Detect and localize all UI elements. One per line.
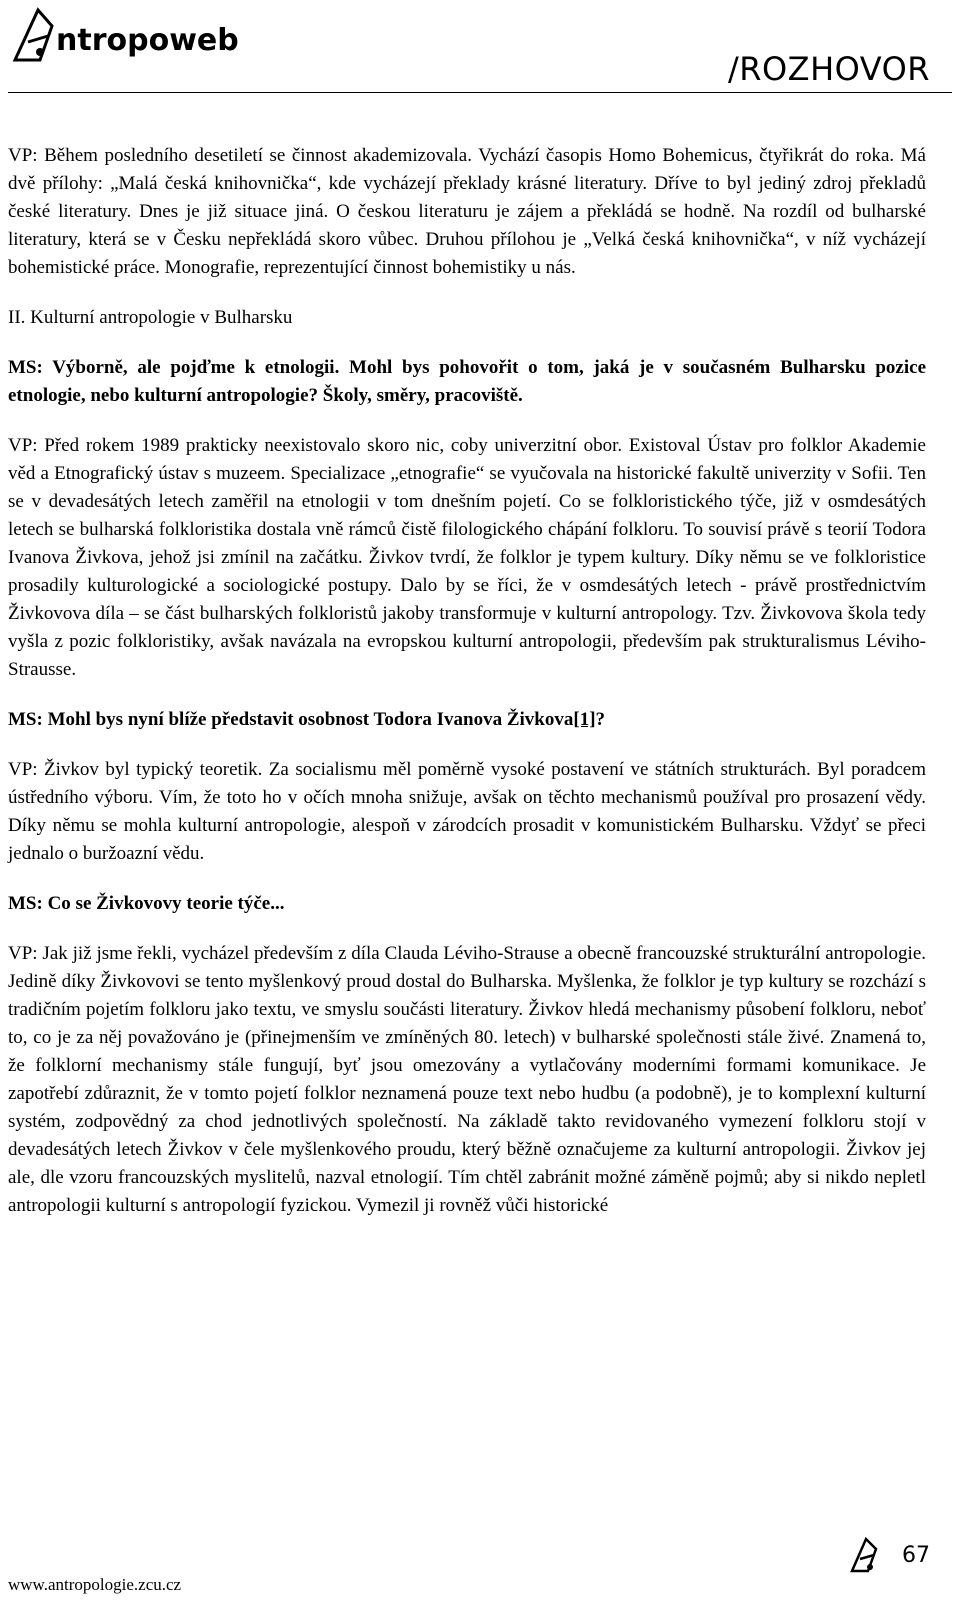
- page-header: [0, 0, 960, 96]
- question-paragraph: MS: Výborně, ale pojďme k etnologii. Mohl bys pohovořit o tom, jaká je v současném Bulharsku pozice etnologie, nebo kulturní antropologie? Školy, směry, pracoviště.: [8, 357, 926, 406]
- antropoweb-logo-graphic: [10, 6, 260, 64]
- answer-paragraph: VP: Během posledního desetiletí se činnost akademizovala. Vychází časopis Homo Bohemicus, čtyřikrát do roka. Má dvě přílohy: „Malá česká knihovnička“, kde vycházejí překlady krásné literatury. Dříve to byl jediný zdroj překladů české literatury. Dnes je již situace jiná. O českou literaturu je zájem a překládá se hodně. Na rozdíl od bulharské literatury, která se v Česku nepřekládá skoro vůbec. Druhou přílohou je „Velká česká knihovnička“, v níž vycházejí bohemistické práce. Monografie, reprezentující činnost bohemistiky u nás.: [8, 145, 926, 278]
- article-body: [8, 142, 926, 1242]
- section-label: /ROZHOVOR: [727, 50, 930, 88]
- antropoweb-logo: [10, 6, 260, 64]
- header-divider: [8, 92, 952, 93]
- page-number: 67: [902, 1542, 930, 1568]
- question-paragraph: [8, 706, 926, 734]
- antropoweb-small-logo-icon: [848, 1535, 892, 1575]
- footer-page: [848, 1535, 930, 1575]
- answer-paragraph: VP: Jak již jsme řekli, vycházel především z díla Clauda Léviho-Strause a obecně francouzské strukturální antropologie. Jedině díky Živkovovi se tento myšlenkový proud dostal do Bulharska. Myšlenka, že folklor je typ kultury se rozchází s tradičním pojetím folkloru jako textu, ve smyslu součásti literatury. Živkov hledá mechanismy působení folkloru, neboť to, co je za něj považováno je (přinejmenším ve zmíněných 80. letech) v bulharské společnosti stále živé. Znamená to, že folklorní mechanismy stále fungují, byť jsou omezovány a vytlačovány moderními formami komunikace. Je zapotřebí zdůraznit, že v tomto pojetí folklor neznamená pouze text nebo hudbu (a podobně), je to komplexní kulturní systém, zodpovědný za chod jednotlivých společností. Na základě takto revidovaného vymezení folkloru stojí v devadesátých letech Živkov v čele myšlenkového proudu, který běžně označujeme za kulturní antropologii. Živkov jej ale, dle vzoru francouzských myslitelů, nazval etnologií. Tím chtěl zabránit možné záměně pojmů; aby si nikdo nepletl antropologii kulturní s antropologií fyzickou. Vymezil ji rovněž vůči historické: [8, 943, 926, 1216]
- question-paragraph: MS: Co se Živkovovy teorie týče...: [8, 893, 285, 914]
- answer-paragraph: VP: Před rokem 1989 prakticky neexistovalo skoro nic, coby univerzitní obor. Existoval Ústav pro folklor Akademie věd a Etnografický ústav s muzeem. Specializace „etnografie“ se vyučovala na historické fakultě univerzity v Sofii. Ten se v devadesátých letech zaměřil na etnologii v tom dnešním pojetí. Co se folkloristického týče, již v osmdesátých letech se bulharská folkloristika dostala vně rámců čistě filologického chápání folkloru. To souvisí právě s teorií Todora Ivanova Živkova, jehož jsi zmínil na začátku. Živkov tvrdí, že folklor je typem kultury. Díky němu se ve folkloristice prosadily kulturologické a sociologické postupy. Dalo by se říci, že v osmdesátých letech - právě prostřednictvím Živkovova díla – se část bulharských folkloristů jakoby transformuje v kulturní antropology. Tzv. Živkovova škola tedy vyšla z pozic folkloristiky, avšak navázala na evropskou kulturní antropologii, především pak strukturalismus Léviho-Strausse.: [8, 435, 926, 680]
- footnote-link[interactable]: [1]: [573, 709, 596, 730]
- footer-url: www.antropologie.zcu.cz: [8, 1575, 182, 1594]
- svg-text:ntropoweb: ntropoweb: [56, 23, 239, 58]
- section-heading: II. Kulturní antropologie v Bulharsku: [8, 307, 293, 328]
- question-text: MS: Mohl bys nyní blíže představit osobnost Todora Ivanova Živkova: [8, 709, 574, 730]
- question-end: ?: [595, 709, 606, 730]
- answer-paragraph: VP: Živkov byl typický teoretik. Za socialismu měl poměrně vysoké postavení ve státních strukturách. Byl poradcem ústředního výboru. Vím, že toto ho v očích mnoha snižuje, avšak on těchto mechanismů používal pro prosazení vědy. Díky němu se mohla kulturní antropologie, alespoň v zárodcích prosadit v komunistickém Bulharsku. Vždyť se přeci jednalo o buržoazní vědu.: [8, 759, 926, 864]
